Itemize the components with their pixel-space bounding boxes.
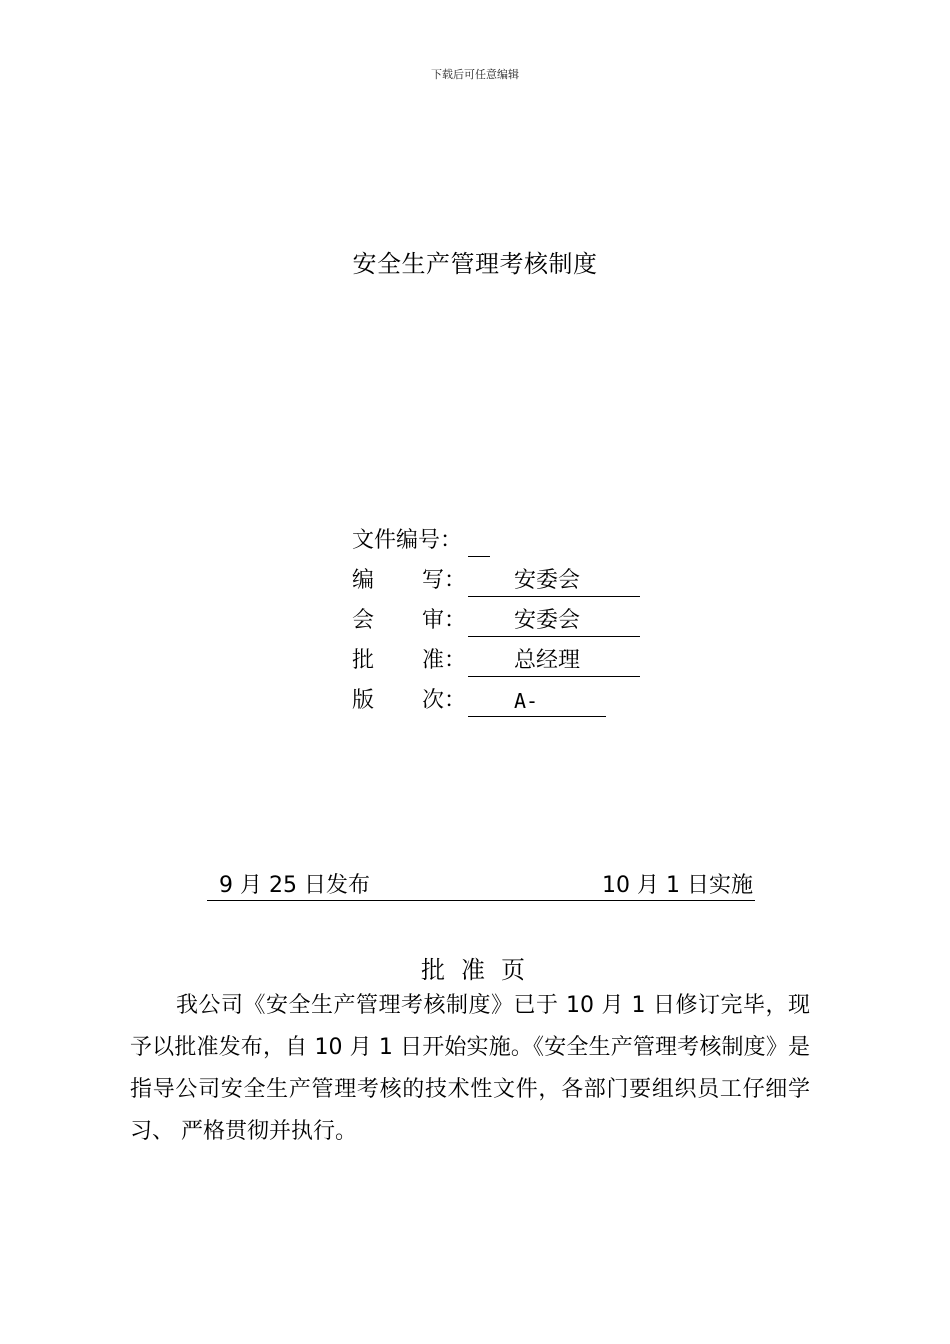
effective-date: 10 月 1 日实施 xyxy=(602,873,753,898)
doc-number-label: 文件编号： xyxy=(352,528,463,553)
header-note: 下载后可任意编辑 xyxy=(431,68,519,81)
dates-line xyxy=(207,872,755,901)
author-value: 安委会 xyxy=(468,566,640,597)
issue-date: 9 月 25 日发布 xyxy=(219,873,370,898)
doc-number-value xyxy=(468,526,490,557)
approve-value: 总经理 xyxy=(468,646,640,677)
approval-page-heading: 批准页 xyxy=(421,956,541,984)
approval-page-body: 我公司《安全生产管理考核制度》已于 10 月 1 日修订完毕，现予以批准发布，自 10 月 1 日开始实施。《安全生产管理考核制度》是指导公司安全生产管理考核的技术性文件，各部门要组织员工仔细学习、 严格贯彻并执行。 xyxy=(130,993,810,1144)
document-title: 安全生产管理考核制度 xyxy=(352,250,598,278)
version-value: A- xyxy=(468,686,606,717)
review-value: 安委会 xyxy=(468,606,640,637)
